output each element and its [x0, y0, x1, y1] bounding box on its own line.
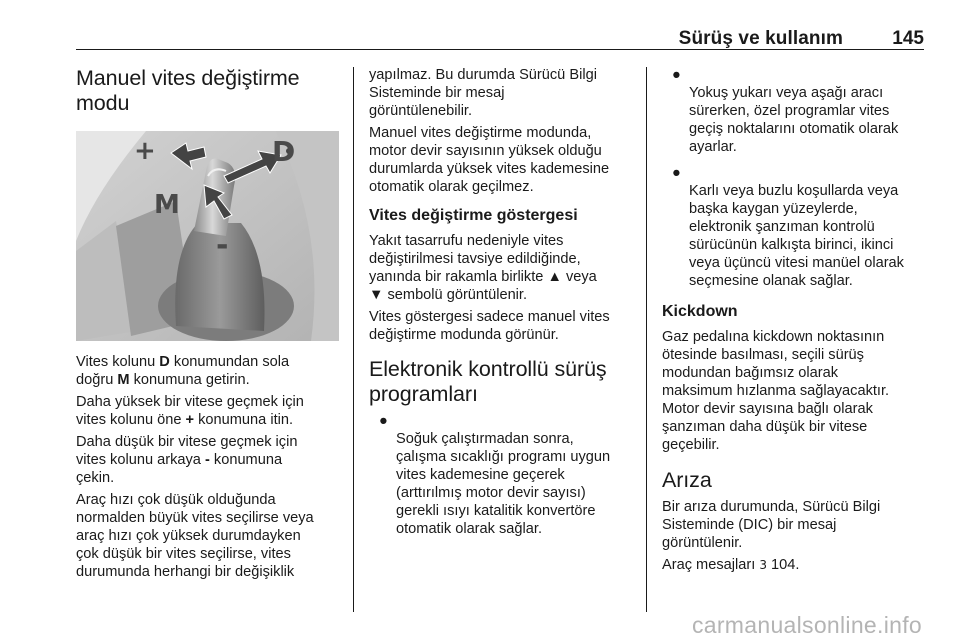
column-1	[76, 66, 346, 581]
header-rule	[76, 49, 924, 50]
page-reference-icon: 3	[759, 558, 767, 572]
para-upshift: Daha yüksek bir vitese geçmek için vites kolunu öne + konumuna itin.	[76, 394, 304, 428]
para-no-auto-upshift: Manuel vites değiştirme modunda, motor devir sayısının yüksek olduğu durumlarda yüksek vites kademesine otomatik olarak geçilmez.	[369, 125, 610, 195]
section-heading-electronic-programs: Elektronik kontrollü sürüş programları	[369, 357, 607, 406]
subheading-kickdown: Kickdown	[662, 303, 738, 320]
label-d: D	[272, 135, 296, 168]
para-continued: yapılmaz. Bu durumda Sürücü Bilgi Sisteminde bir mesaj görüntülenebilir.	[369, 67, 597, 119]
para-downshift: Daha düşük bir vitese geçmek için vites kolunu arkaya - konumuna çekin.	[76, 434, 298, 486]
label-minus: -	[216, 228, 229, 263]
para-vehicle-messages-ref: Araç mesajları 3 104.	[662, 557, 800, 573]
running-header-title: Sürüş ve kullanım	[678, 28, 843, 49]
para-shift-recommendation: Yakıt tasarrufu nedeniyle vites değiştirilmesi tavsiye edildiğinde, yanında bir rakamla birlikte ▲ veya ▼ sembolü görüntülenir.	[369, 233, 597, 303]
label-m: M	[154, 190, 180, 220]
para-speed-limit: Araç hızı çok düşük olduğunda normalden büyük vites seçilirse veya araç hızı çok yüksek durumdayken çok düşük bir vites seçilirse, vites durumunda herhangi bir değişiklik	[76, 492, 314, 580]
para-indicator-visibility: Vites göstergesi sadece manuel vites değiştirme modunda görünür.	[369, 309, 610, 343]
para-select-m: Vites kolunu D konumundan sola doğru M konumuna getirin.	[76, 354, 290, 388]
column-2	[369, 66, 639, 538]
label-plus: +	[134, 136, 156, 166]
para-fault-message: Bir arıza durumunda, Sürücü Bilgi Sisteminde (DIC) bir mesaj görüntülenir.	[662, 499, 881, 551]
section-heading-manual-mode: Manuel vites değiştirme modu	[76, 66, 300, 115]
column-divider-1	[353, 67, 354, 612]
list-item-slippery: ● Karlı veya buzlu koşullarda veya başka kaygan yüzeylerde, elektronik şanzıman kontrolü sürücünün kalkışta birinci, ikinci veya üçüncü vitesi manüel olarak seçmesine olanak sağlar.	[672, 165, 904, 289]
column-3	[662, 66, 930, 574]
gear-lever-illustration	[76, 131, 339, 341]
bullet-icon: ●	[672, 67, 681, 83]
bullet-icon: ●	[379, 413, 388, 429]
page-number: 145	[892, 28, 924, 49]
column-divider-2	[646, 67, 647, 612]
list-item-slope: ● Yokuş yukarı veya aşağı aracı sürerken, özel programlar vites geçiş noktalarını otomatik olarak ayarlar.	[672, 67, 899, 155]
bullet-icon: ●	[672, 165, 681, 181]
list-item-cold-start: ● Soğuk çalıştırmadan sonra, çalışma sıcaklığı programı uygun vites kademesine geçerek (arttırılmış motor devir sayısı) gerekli ısıyı katalitik konvertöre otomatik olarak sağlar.	[379, 413, 611, 537]
subheading-shift-indicator: Vites değiştirme göstergesi	[369, 207, 578, 224]
para-kickdown: Gaz pedalına kickdown noktasının ötesinde basılması, seçili sürüş modundan bağımsız olarak maksimum hızlanma sağlayacaktır. Motor devir sayısına bağlı olarak şanzıman daha düşük bir vitese geçebilir.	[662, 329, 890, 453]
section-heading-fault: Arıza	[662, 468, 712, 492]
watermark: carmanualsonline.info	[691, 612, 922, 638]
